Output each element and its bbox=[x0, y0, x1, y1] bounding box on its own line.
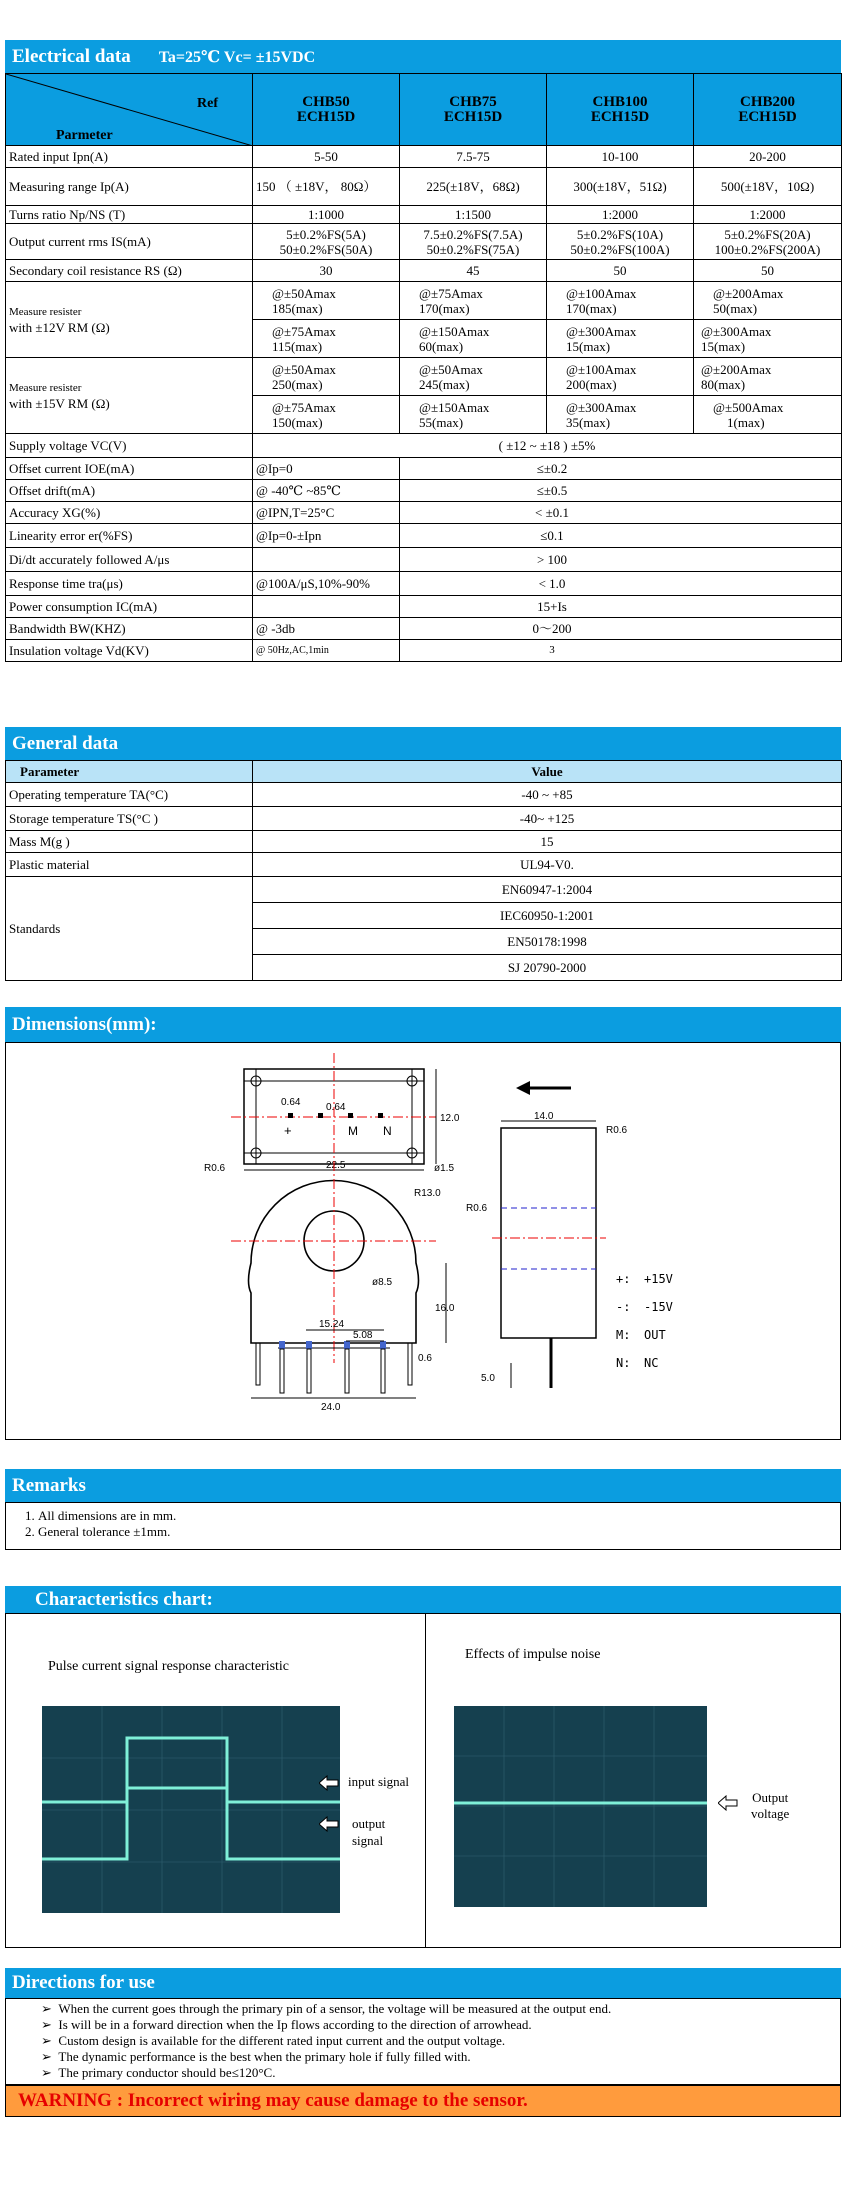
dimension-drawing bbox=[6, 1043, 840, 1439]
dim-label: ø1.5 bbox=[434, 1163, 455, 1174]
pin-symbol: -: bbox=[616, 1300, 631, 1314]
table-row: Insulation voltage Vd(KV) @ 50Hz,AC,1min 3 bbox=[6, 640, 842, 662]
general-col-value: Value bbox=[253, 761, 842, 783]
table-row: @±75Amax 115(max) @±150Amax 60(max) @±300Amax 15(max) @±300Amax 15(max) bbox=[6, 320, 842, 358]
table-row: Output current rms IS(mA) 5±0.2%FS(5A) 50±0.2%FS(50A) 7.5±0.2%FS(7.5A) 50±0.2%FS(75A) 5±0.2%FS(10A) 50±0.2%FS(100A) 5±0.2%FS(20A) 100±0.2%FS(200A) bbox=[6, 224, 842, 260]
dim-label: ø8.5 bbox=[372, 1277, 393, 1288]
ref-parameter-cell bbox=[6, 74, 253, 146]
pin-function: -15V bbox=[644, 1300, 673, 1314]
directions-title: Directions for use bbox=[12, 1972, 155, 1993]
warning-banner: WARNING : Incorrect wiring may cause damage to the sensor. bbox=[5, 2085, 841, 2117]
dim-label: R13.0 bbox=[414, 1188, 441, 1199]
table-row: Mass M(g ) 15 bbox=[6, 831, 842, 853]
dim-label: 0.64 bbox=[281, 1097, 301, 1108]
pin-function: NC bbox=[644, 1356, 659, 1370]
table-row: Supply voltage VC(V) ( ±12 ~ ±18 ) ±5% bbox=[6, 434, 842, 458]
list-item: ➢ The dynamic performance is the best when the primary hole if fully filled with. bbox=[41, 2049, 471, 2064]
table-row: Di/dt accurately followed A/μs > 100 bbox=[6, 548, 842, 572]
table-row: Turns ratio Np/NS (T) 1:1000 1:1500 1:2000 1:2000 bbox=[6, 206, 842, 224]
directions-box bbox=[5, 1998, 841, 2085]
table-row: Secondary coil resistance RS (Ω) 30 45 50 50 bbox=[6, 260, 842, 282]
dim-label: 0.64 bbox=[326, 1102, 346, 1113]
impulse-noise-scope bbox=[454, 1706, 707, 1907]
table-row: Rated input Ipn(A) 5-50 7.5-75 10-100 20-200 bbox=[6, 146, 842, 168]
table-row: Measuring range Ip(A) 150 （ ±18V， 80Ω） 225(±18V，68Ω) 300(±18V，51Ω) 500(±18V，10Ω) bbox=[6, 168, 842, 206]
table-row: Operating temperature TA(°C) -40 ~ +85 bbox=[6, 783, 842, 807]
dim-label: 24.0 bbox=[321, 1402, 341, 1413]
characteristics-title: Characteristics chart: bbox=[35, 1588, 213, 1610]
dim-label: 14.0 bbox=[534, 1111, 554, 1122]
table-row: Standards EN60947-1:2004 bbox=[6, 877, 842, 903]
general-data-table bbox=[5, 760, 842, 981]
dim-label: R0.6 bbox=[606, 1125, 628, 1136]
dim-label: 22.5 bbox=[326, 1160, 346, 1171]
table-row: Power consumption IC(mA) 15+Is bbox=[6, 596, 842, 618]
pin-symbol: M: bbox=[616, 1328, 631, 1342]
dim-label: 12.0 bbox=[440, 1113, 460, 1124]
right-chart-caption: Effects of impulse noise bbox=[465, 1647, 601, 1662]
pin-label: M bbox=[348, 1124, 358, 1138]
table-row: EN50178:1998 bbox=[6, 929, 842, 955]
table-row: @±75Amax 150(max) @±150Amax 55(max) @±300Amax 35(max) @±500Amax 1(max) bbox=[6, 396, 842, 434]
pin-function: +15V bbox=[644, 1272, 673, 1286]
pin-function: OUT bbox=[644, 1328, 666, 1342]
output-arrow-icon bbox=[319, 1816, 339, 1832]
dim-label: 5.0 bbox=[481, 1373, 495, 1384]
pin-symbol: +: bbox=[616, 1272, 631, 1286]
model-header: CHB200 ECH15D bbox=[694, 74, 842, 146]
output-signal-label: output signal bbox=[352, 1816, 386, 1848]
left-chart-caption: Pulse current signal response characteristic bbox=[48, 1659, 290, 1674]
dim-label: 0.6 bbox=[418, 1353, 432, 1364]
table-row: Measure resister with ±12V RM (Ω) @±50Amax 185(max) @±75Amax 170(max) @±100Amax 170(max) @±200Amax 50(max) bbox=[6, 282, 842, 320]
output-voltage-label: Output voltage bbox=[751, 1790, 790, 1821]
output-voltage-arrow-icon bbox=[718, 1795, 738, 1811]
characteristics-box bbox=[5, 1613, 841, 1948]
table-row: Response time tra(μs) @100A/μS,10%-90% < 1.0 bbox=[6, 572, 842, 596]
output-signal-trace bbox=[42, 1738, 340, 1859]
table-row: SJ 20790-2000 bbox=[6, 955, 842, 981]
characteristics-header bbox=[5, 1586, 841, 1613]
dimensions-header bbox=[5, 1007, 841, 1042]
remarks-header bbox=[5, 1469, 841, 1502]
table-row: Linearity error er(%FS) @Ip=0-±Ipn ≤0.1 bbox=[6, 524, 842, 548]
table-row: IEC60950-1:2001 bbox=[6, 903, 842, 929]
model-header: CHB50 ECH15D bbox=[253, 74, 400, 146]
arrow-head-icon bbox=[516, 1081, 530, 1095]
dim-label: 5.08 bbox=[353, 1330, 373, 1341]
list-item: 1. All dimensions are in mm. bbox=[38, 1508, 840, 1524]
pin-label: N bbox=[383, 1124, 392, 1138]
list-item: ➢ Is will be in a forward direction when the Ip flows according to the direction of arrowhead. bbox=[41, 2017, 532, 2032]
table-row: Measure resister with ±15V RM (Ω) @±50Amax 250(max) @±50Amax 245(max) @±100Amax 200(max) @±200Amax 80(max) bbox=[6, 358, 842, 396]
directions-header bbox=[5, 1968, 841, 1998]
model-header: CHB100 ECH15D bbox=[547, 74, 694, 146]
model-header: CHB75 ECH15D bbox=[400, 74, 547, 146]
table-row: Plastic material UL94-V0. bbox=[6, 853, 842, 877]
pin-label: + bbox=[284, 1123, 292, 1138]
general-col-parameter: Parameter bbox=[6, 761, 253, 783]
table-row: Storage temperature TS(°C ) -40~ +125 bbox=[6, 807, 842, 831]
dimensions-title: Dimensions(mm): bbox=[12, 1013, 157, 1035]
electrical-data-table bbox=[5, 73, 842, 662]
table-row: Offset drift(mA) @ -40℃ ~85℃ ≤±0.5 bbox=[6, 480, 842, 502]
electrical-data-title: Electrical data bbox=[12, 45, 131, 67]
remarks-box bbox=[5, 1502, 841, 1550]
table-row: Bandwidth BW(KHZ) @ -3db 0～200 bbox=[6, 618, 842, 640]
dim-label: 16.0 bbox=[435, 1303, 455, 1314]
input-arrow-icon bbox=[319, 1775, 339, 1791]
table-row: Accuracy XG(%) @IPN,T=25°C < ±0.1 bbox=[6, 502, 842, 524]
ref-label: Ref bbox=[197, 96, 218, 111]
general-data-title: General data bbox=[12, 732, 119, 754]
list-item: ➢ Custom design is available for the different rated input current and the output voltage. bbox=[41, 2033, 506, 2048]
input-signal-trace bbox=[42, 1788, 340, 1802]
input-signal-label: input signal bbox=[348, 1774, 410, 1789]
dimensions-box bbox=[5, 1042, 841, 1440]
electrical-data-header bbox=[5, 40, 841, 73]
table-row: Offset current IOE(mA) @Ip=0 ≤±0.2 bbox=[6, 458, 842, 480]
pin-symbol: N: bbox=[616, 1356, 631, 1370]
dim-label: R0.6 bbox=[466, 1203, 488, 1214]
list-item: ➢ When the current goes through the primary pin of a sensor, the voltage will be measured at the output end. bbox=[41, 2001, 612, 2016]
list-item: 2. General tolerance ±1mm. bbox=[38, 1524, 840, 1540]
parameter-label: Parmeter bbox=[56, 128, 113, 143]
side-view-body bbox=[501, 1128, 596, 1338]
dim-label: 15.24 bbox=[319, 1319, 345, 1330]
electrical-conditions: Ta=25℃ Vc= ±15VDC bbox=[158, 48, 316, 66]
general-data-header bbox=[5, 727, 841, 760]
pulse-response-scope bbox=[42, 1706, 340, 1913]
list-item: ➢ The primary conductor should be≤120°C. bbox=[41, 2065, 276, 2080]
dim-label: R0.6 bbox=[204, 1163, 226, 1174]
remarks-title: Remarks bbox=[12, 1474, 86, 1496]
